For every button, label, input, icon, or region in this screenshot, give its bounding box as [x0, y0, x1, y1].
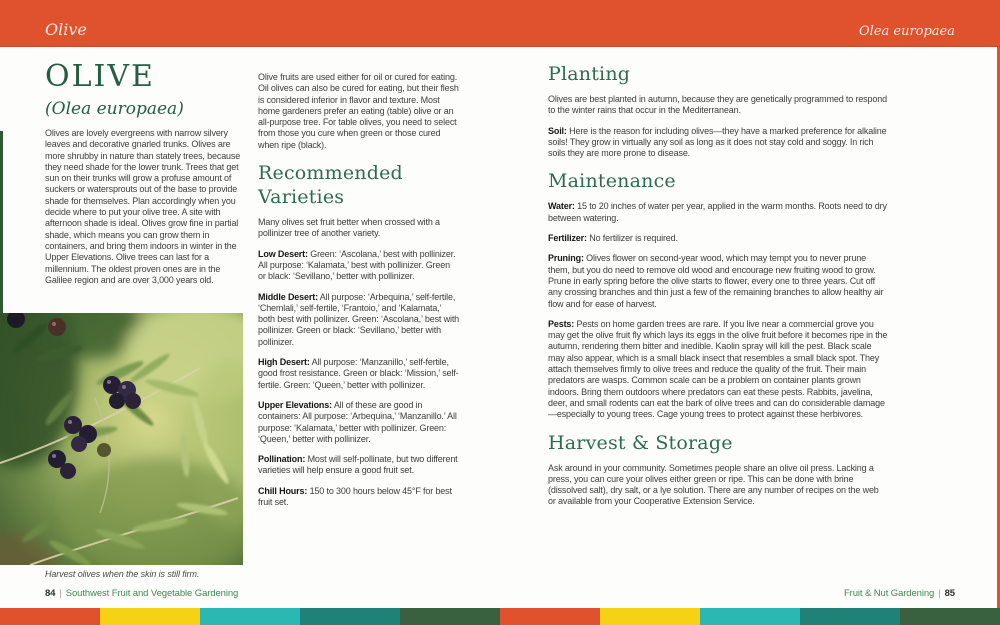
entry-text: All of these are good in containers: All purpose: ‘Arbequina,’ ‘Manzanillo.’ All purpose: ‘Kalamata,’ better with pollinizer. Green: ‘Queen,’ better with pollinizer. — [258, 399, 457, 444]
entry-text: All purpose: ‘Manzanillo,’ self-fertile, good frost resistance. Green or black: ‘Mission,’ self-fertile. Green: ‘Queen,’ better with pollinizer. — [258, 357, 459, 390]
entry-label: Low Desert: — [258, 248, 308, 259]
fruit-use-paragraph: Olive fruits are used either for oil or cured for eating. Oil olives can also be cured for eating, but their flesh is considered inferior in flavor and texture. Most home gardeners prefer an eating (table) olive or an all-purpose tree. For table olives, you need to select from those you cure when green or those cured when ripe (black). — [258, 72, 459, 150]
entry-label: High Desert: — [258, 357, 310, 368]
left-column — [45, 60, 245, 286]
olive-branch-illustration — [0, 313, 243, 565]
entry-label: Chill Hours: — [258, 485, 308, 496]
color-stripe — [900, 608, 1000, 625]
footer-separator: | — [59, 588, 62, 599]
entry-upper-elevations — [258, 400, 460, 445]
fertilizer-label: Fertilizer: — [548, 233, 587, 244]
pruning-text: Olives flower on second-year wood, which may tempt you to never prune them, but you do need to remove old wood and encourage new fruiting wood to grow. Prune in early spring before the olive starts to flower, every one to three years. Cut off any crossing branches and thin just a few of the remaining branches to allow healthy air flow and for ease of harvest. — [548, 253, 884, 309]
color-stripe — [100, 608, 200, 625]
entry-high-desert — [258, 357, 460, 391]
page-subtitle: (Olea europaea) — [45, 99, 184, 119]
heading-planting: Planting — [548, 63, 631, 85]
color-stripe — [800, 608, 900, 625]
running-head-species: Olea europaea — [858, 24, 955, 39]
pests-label: Pests: — [548, 318, 575, 329]
entry-label: Middle Desert: — [258, 291, 318, 302]
heading-recommended-varieties: Recommended Varieties — [258, 162, 403, 209]
planting-paragraph: Olives are best planted in autumn, because they are genetically programmed to respond to the winter rains that occur in the Mediterranean. — [548, 94, 887, 116]
color-stripe — [300, 608, 400, 625]
soil-paragraph — [548, 126, 888, 160]
fertilizer-text: No fertilizer is required. — [589, 233, 678, 244]
footer-separator: | — [938, 588, 941, 599]
pruning-label: Pruning: — [548, 253, 584, 264]
page-number-right: 85 — [944, 588, 955, 599]
entry-pollination — [258, 454, 460, 477]
intro-paragraph: Olives are lovely evergreens with narrow silvery leaves and decorative gnarled trunks. Olives are more shrubby in nature than stately trees, because they need shade for the lower trunk. Trees that get sun on their trunks will grow a profuse amount of suckers or watersprouts out of the base to provide shade for themselves. Plan accordingly when you decide where to put your olive tree. A site with afternoon shade is ideal. Olives grow fine in partial shade, which means you can grow them in containers, and bring them indoors in winter in the Upper Elevations. Olive trees can last for a millennium. The oldest proven ones are in the Galilee region and are over 3,000 years old. — [45, 128, 241, 285]
varieties-column — [258, 72, 460, 517]
color-stripe — [0, 608, 100, 625]
entry-low-desert — [258, 249, 460, 283]
entry-chill-hours — [258, 486, 460, 509]
footer-right — [844, 588, 955, 599]
water-text: 15 to 20 inches of water per year, applied in the warm months. Roots need to dry between watering. — [548, 201, 887, 223]
heading-harvest-storage: Harvest & Storage — [548, 431, 733, 454]
color-stripe — [200, 608, 300, 625]
entry-text: Green: ‘Ascolana,’ best with pollinizer. All purpose: ‘Kalamata,’ best with pollinizer. Green or black: ‘Sevillano,’ better with pollinizer. — [258, 248, 456, 282]
page-title: OLIVE — [45, 59, 155, 94]
pests-text: Pests on home garden trees are rare. If you live near a commercial grove you may get the olive fruit fly which lays its eggs in the olive fruit before it becomes ripe in the autumn, rendering them bitter and inedible. Kaolin spray will kill the pest. Black scale may also appear, which is a small black insect that resembles a small black spot. They attach themselves firmly to olive trees and reduce the quality of the fruit. Their main predators are wasps. Common scale can be a problem on container plants grown indoors. Bring them outdoors where predators can eat these pests. Rabbits, javelina, deer, and small rodents can eat the bark of olive trees and can do considerable damage—especially to young trees. Cage young trees to protect against these herbivores. — [548, 318, 888, 420]
footer-stripes — [0, 608, 1000, 625]
color-stripe — [700, 608, 800, 625]
color-stripe — [600, 608, 700, 625]
entry-text: 150 to 300 hours below 45°F for best fruit set. — [258, 485, 452, 508]
running-head — [0, 0, 1000, 47]
water-paragraph — [548, 201, 888, 224]
entry-label: Upper Elevations: — [258, 399, 332, 410]
olive-branch-photo — [0, 313, 243, 565]
footer-left — [45, 588, 238, 599]
harvest-paragraph: Ask around in your community. Sometimes people share an olive oil press. Lacking a press, you can cure your olives either green or ripe. This can be done with brine (dissolved salt), dry salt, or a lye solution. There are any number of recipes on the web or available from your Cooperative Extension Service. — [548, 462, 879, 507]
book-title: Southwest Fruit and Vegetable Gardening — [65, 588, 239, 599]
chapter-title: Fruit & Nut Gardening — [843, 588, 935, 599]
varieties-lead-paragraph: Many olives set fruit better when crossed with a pollinizer tree of another variety. — [258, 217, 440, 239]
fertilizer-paragraph — [548, 233, 888, 244]
page-number-left: 84 — [45, 588, 56, 599]
water-label: Water: — [548, 201, 575, 212]
color-stripe — [400, 608, 500, 625]
entry-label: Pollination: — [258, 454, 306, 465]
pruning-paragraph — [548, 253, 888, 309]
running-head-chapter: Olive — [45, 20, 87, 39]
soil-label: Soil: — [548, 125, 567, 136]
entry-text: Most will self-pollinate, but two different varieties will help ensure a good fruit set. — [258, 454, 458, 476]
pests-paragraph — [548, 319, 888, 421]
entry-text: All purpose: ‘Arbequina,’ self-fertile, ‘Chemlali,’ self-fertile, ‘Frantoio,’ and ‘Kalamata,’ both best with pollinizer. Green: ‘Ascolana,’ best with pollinizer. Green or black: ‘Sevillano,’ better with pollinizer. — [258, 291, 460, 347]
heading-maintenance: Maintenance — [548, 170, 676, 193]
right-page-column — [548, 62, 888, 517]
left-edge-accent — [0, 131, 3, 313]
photo-caption: Harvest olives when the skin is still firm. — [45, 569, 200, 579]
entry-middle-desert — [258, 292, 460, 348]
soil-text: Here is the reason for including olives—they have a marked preference for alkaline soils! They grow in virtually any soil as long as it does not stay cold and soggy. In rich soils they are more prone to disease. — [548, 125, 887, 159]
color-stripe — [500, 608, 600, 625]
